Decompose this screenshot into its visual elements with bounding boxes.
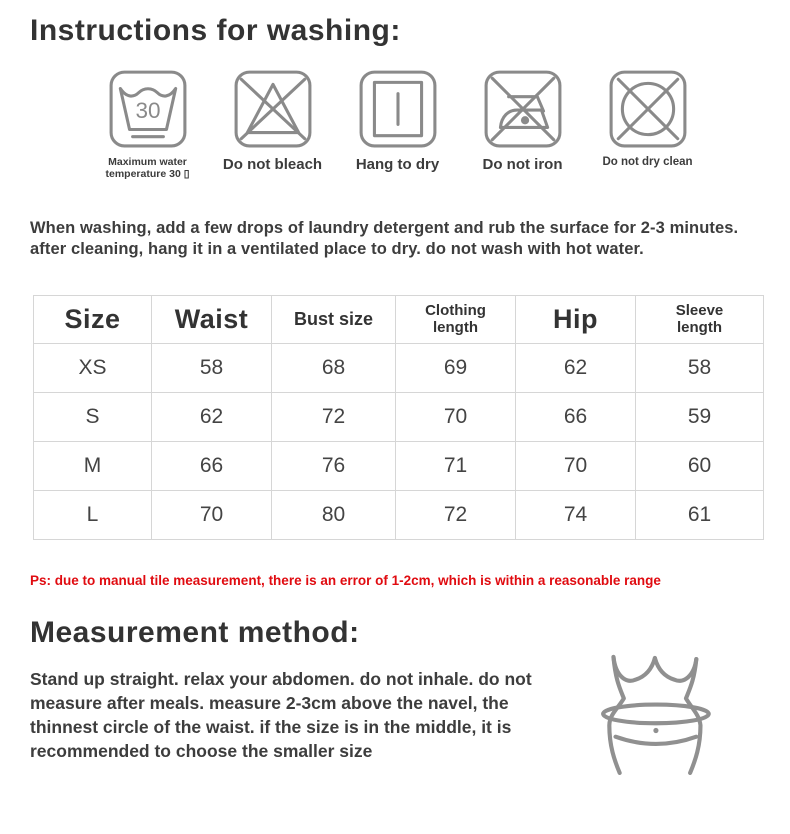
cell-size: L bbox=[34, 491, 152, 540]
care-icon-label: Do not dry clean bbox=[602, 156, 693, 168]
cell-value: 74 bbox=[516, 491, 636, 540]
care-icon-label: Maximum water temperature 30 ▯ bbox=[105, 156, 190, 181]
cell-value: 62 bbox=[152, 393, 272, 442]
cell-value: 69 bbox=[396, 344, 516, 393]
cell-value: 72 bbox=[396, 491, 516, 540]
care-icon-label: Do not bleach bbox=[222, 156, 323, 173]
table-row bbox=[34, 491, 764, 540]
cell-size: M bbox=[34, 442, 152, 491]
do-not-bleach-icon bbox=[232, 68, 314, 150]
care-icon-item bbox=[585, 68, 710, 180]
do-not-iron-icon bbox=[482, 68, 564, 150]
cell-value: 68 bbox=[272, 344, 396, 393]
care-icons-row bbox=[85, 68, 710, 180]
table-row bbox=[34, 393, 764, 442]
care-icon-item bbox=[85, 68, 210, 180]
column-header-waist: Waist bbox=[152, 296, 272, 344]
hang-to-dry-icon bbox=[357, 68, 439, 150]
cell-value: 70 bbox=[152, 491, 272, 540]
measurement-method-title: Measurement method: bbox=[30, 616, 360, 650]
cell-value: 62 bbox=[516, 344, 636, 393]
care-icon-label: Hang to dry bbox=[355, 156, 440, 173]
cell-value: 60 bbox=[636, 442, 764, 491]
table-header-row bbox=[34, 296, 764, 344]
cell-size: XS bbox=[34, 344, 152, 393]
table-row bbox=[34, 442, 764, 491]
waist-measurement-figure bbox=[600, 646, 716, 791]
column-header-hip: Hip bbox=[516, 296, 636, 344]
cell-value: 61 bbox=[636, 491, 764, 540]
care-icon-item bbox=[210, 68, 335, 180]
care-icon-label: Do not iron bbox=[482, 156, 563, 173]
column-header-sleeve-length: Sleeve length bbox=[636, 296, 764, 344]
column-header-clothing-length: Clothing length bbox=[396, 296, 516, 344]
measurement-instructions: Stand up straight. relax your abdomen. do not inhale. do not measure after meals. measure 2-3cm above the navel, the thinnest circle of the waist. if the size is in the middle, it is recommended to choose the smaller size bbox=[30, 669, 532, 761]
measurement-section bbox=[30, 668, 760, 791]
cell-value: 72 bbox=[272, 393, 396, 442]
cell-value: 66 bbox=[516, 393, 636, 442]
care-icon-item bbox=[460, 68, 585, 180]
column-header-size: Size bbox=[34, 296, 152, 344]
cell-value: 76 bbox=[272, 442, 396, 491]
cell-value: 80 bbox=[272, 491, 396, 540]
washing-instructions-title: Instructions for washing: bbox=[30, 14, 401, 47]
cell-value: 70 bbox=[516, 442, 636, 491]
column-header-bust-size: Bust size bbox=[272, 296, 396, 344]
do-not-dry-clean-icon bbox=[607, 68, 689, 150]
table-row bbox=[34, 344, 764, 393]
cell-size: S bbox=[34, 393, 152, 442]
svg-text:30: 30 bbox=[134, 98, 161, 124]
washing-note-paragraph: When washing, add a few drops of laundry detergent and rub the surface for 2-3 minutes. after cleaning, hang it in a ventilated place to dry. do not wash with hot water. bbox=[30, 219, 739, 258]
cell-value: 66 bbox=[152, 442, 272, 491]
cell-value: 71 bbox=[396, 442, 516, 491]
care-icon-item bbox=[335, 68, 460, 180]
wash-tub-30-icon bbox=[107, 68, 189, 150]
torso-waist-tape-icon bbox=[600, 773, 716, 790]
cell-value: 58 bbox=[152, 344, 272, 393]
size-chart-table bbox=[33, 295, 764, 540]
cell-value: 58 bbox=[636, 344, 764, 393]
cell-value: 70 bbox=[396, 393, 516, 442]
cell-value: 59 bbox=[636, 393, 764, 442]
measurement-error-disclaimer: Ps: due to manual tile measurement, there is an error of 1-2cm, which is within a reasonable range bbox=[30, 573, 661, 589]
